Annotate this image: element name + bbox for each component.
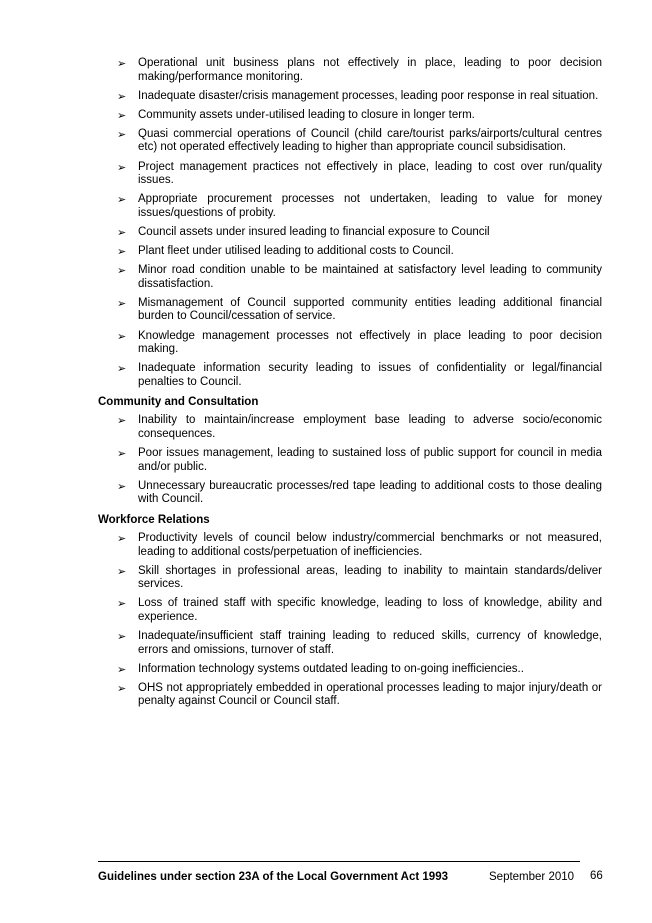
arrow-bullet-icon: ➢: [117, 296, 127, 310]
list-item: ➢ Council assets under insured leading to financial exposure to Council: [117, 225, 490, 239]
arrow-bullet-icon: ➢: [117, 531, 127, 545]
list-item: ➢ Project management practices not effectively in place, leading to cost over run/quality issues.: [117, 160, 602, 187]
section-heading: Community and Consultation: [98, 396, 259, 409]
arrow-bullet-icon: ➢: [117, 479, 127, 493]
arrow-bullet-icon: ➢: [117, 108, 127, 122]
arrow-bullet-icon: ➢: [117, 362, 127, 376]
list-item: ➢ Inability to maintain/increase employment base leading to adverse socio/economic consequences.: [117, 414, 602, 440]
list-item: ➢ Productivity levels of council below industry/commercial benchmarks or not measured, leading to additional costs/perpetuation of inefficiencies.: [117, 531, 602, 558]
arrow-bullet-icon: ➢: [117, 564, 127, 578]
list-item: ➢ Unnecessary bureaucratic processes/red tape leading to additional costs to those dealing with Council.: [117, 479, 602, 506]
list-item: ➢ Knowledge management processes not effectively in place leading to poor decision making.: [117, 329, 602, 356]
arrow-bullet-icon: ➢: [117, 127, 127, 141]
list-item: ➢ Operational unit business plans not effectively in place, leading to poor decision making/performance monitoring.: [117, 57, 602, 83]
list-item: ➢ OHS not appropriately embedded in operational processes leading to major injury/death or penalty against Council or Council staff.: [117, 681, 602, 708]
arrow-bullet-icon: ➢: [117, 597, 127, 611]
list-item: ➢ Community assets under-utilised leading to closure in longer term.: [117, 108, 475, 122]
page-number: 66: [590, 870, 603, 882]
footer-date: September 2010: [489, 871, 575, 883]
list-item: ➢ Inadequate disaster/crisis management processes, leading poor response in real situation.: [117, 89, 599, 103]
arrow-bullet-icon: ➢: [117, 193, 127, 207]
list-item: ➢ Inadequate information security leading to issues of confidentiality or legal/financial penalties to Council.: [117, 362, 602, 388]
arrow-bullet-icon: ➢: [117, 329, 127, 343]
arrow-bullet-icon: ➢: [117, 414, 127, 428]
arrow-bullet-icon: ➢: [117, 447, 127, 461]
risk-section: [0, 57, 652, 389]
list-item: ➢ Information technology systems outdated leading to on-going inefficiencies..: [117, 662, 524, 676]
list-item: ➢ Mismanagement of Council supported community entities leading additional financial burden to Council/cessation of service.: [117, 296, 602, 323]
footer-divider: [98, 861, 580, 862]
arrow-bullet-icon: ➢: [117, 160, 127, 174]
arrow-bullet-icon: ➢: [117, 681, 127, 695]
list-item: ➢ Inadequate/insufficient staff training leading to reduced skills, currency of knowledge, errors and omissions, turnover of staff.: [117, 630, 602, 656]
arrow-bullet-icon: ➢: [117, 225, 127, 239]
list-item: ➢ Quasi commercial operations of Council (child care/tourist parks/airports/cultural centres etc) not operated effectively leading to higher than appropriate council subsidisation.: [117, 127, 602, 154]
community-consultation-section: [0, 395, 652, 507]
document-body: [0, 57, 652, 714]
list-item: ➢ Skill shortages in professional areas, leading to inability to maintain standards/deliver services.: [117, 564, 602, 591]
arrow-bullet-icon: ➢: [117, 89, 127, 103]
arrow-bullet-icon: ➢: [117, 662, 127, 676]
list-item: ➢ Poor issues management, leading to sustained loss of public support for council in media and/or public.: [117, 447, 602, 473]
list-item: ➢ Plant fleet under utilised leading to additional costs to Council.: [117, 245, 454, 259]
arrow-bullet-icon: ➢: [117, 245, 127, 259]
section-heading: Workforce Relations: [98, 513, 210, 526]
arrow-bullet-icon: ➢: [117, 630, 127, 643]
list-item: ➢ Loss of trained staff with specific knowledge, leading to loss of knowledge, ability and experience.: [117, 597, 602, 623]
footer-document-title: Guidelines under section 23A of the Local Government Act 1993: [98, 871, 448, 883]
list-item: ➢ Minor road condition unable to be maintained at satisfactory level leading to community dissatisfaction.: [117, 264, 602, 290]
arrow-bullet-icon: ➢: [117, 264, 127, 278]
arrow-bullet-icon: ➢: [117, 57, 127, 70]
list-item: ➢ Appropriate procurement processes not undertaken, leading to value for money issues/questions of probity.: [117, 193, 602, 219]
workforce-relations-section: [0, 513, 652, 709]
